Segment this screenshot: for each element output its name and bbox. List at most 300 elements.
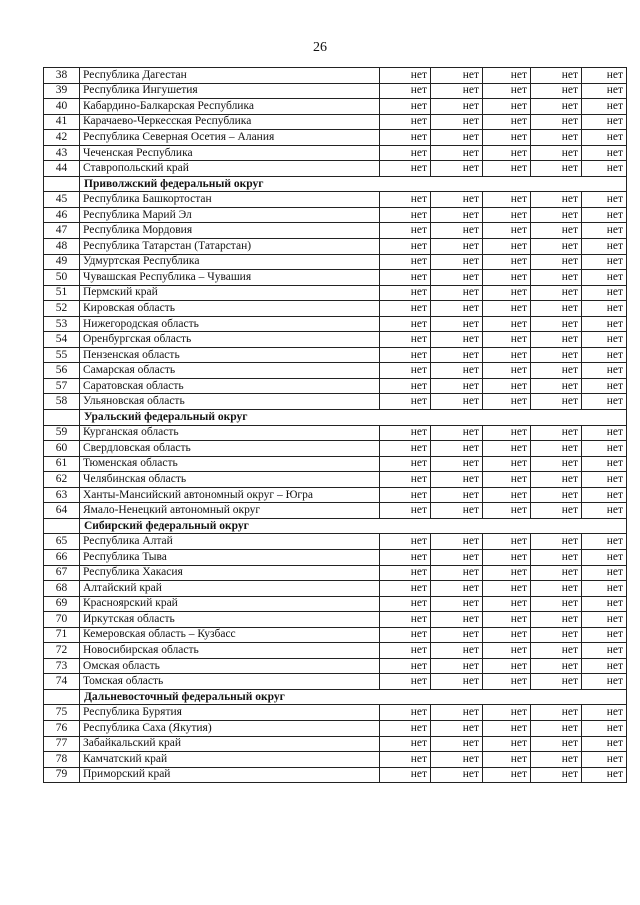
table-row bbox=[44, 720, 627, 736]
table-row bbox=[44, 612, 627, 628]
value-cell: нет bbox=[380, 68, 431, 84]
value-cell: нет bbox=[380, 565, 431, 581]
value-cell: нет bbox=[431, 441, 483, 457]
value-cell: нет bbox=[483, 441, 531, 457]
value-cell: нет bbox=[431, 316, 483, 332]
value-cell: нет bbox=[531, 83, 582, 99]
row-number: 55 bbox=[44, 347, 80, 363]
row-number: 69 bbox=[44, 596, 80, 612]
value-cell: нет bbox=[431, 456, 483, 472]
region-name: Республика Мордовия bbox=[80, 223, 380, 239]
value-cell: нет bbox=[531, 720, 582, 736]
value-cell: нет bbox=[531, 285, 582, 301]
value-cell: нет bbox=[431, 99, 483, 115]
value-cell: нет bbox=[483, 581, 531, 597]
row-number: 39 bbox=[44, 83, 80, 99]
value-cell: нет bbox=[483, 596, 531, 612]
value-cell: нет bbox=[531, 534, 582, 550]
value-cell: нет bbox=[531, 425, 582, 441]
row-number: 50 bbox=[44, 270, 80, 286]
value-cell: нет bbox=[380, 503, 431, 519]
region-name: Оренбургская область bbox=[80, 332, 380, 348]
table-row bbox=[44, 674, 627, 690]
value-cell: нет bbox=[380, 301, 431, 317]
table-row bbox=[44, 503, 627, 519]
value-cell: нет bbox=[531, 565, 582, 581]
value-cell: нет bbox=[483, 627, 531, 643]
value-cell: нет bbox=[582, 487, 627, 503]
row-number: 77 bbox=[44, 736, 80, 752]
value-cell: нет bbox=[483, 145, 531, 161]
value-cell: нет bbox=[483, 99, 531, 115]
value-cell: нет bbox=[431, 549, 483, 565]
region-name: Республика Бурятия bbox=[80, 705, 380, 721]
table-row bbox=[44, 130, 627, 146]
row-number: 79 bbox=[44, 767, 80, 783]
row-number: 76 bbox=[44, 720, 80, 736]
value-cell: нет bbox=[380, 472, 431, 488]
value-cell: нет bbox=[582, 83, 627, 99]
value-cell: нет bbox=[380, 534, 431, 550]
row-number: 56 bbox=[44, 363, 80, 379]
value-cell: нет bbox=[531, 549, 582, 565]
value-cell: нет bbox=[582, 239, 627, 255]
table-row bbox=[44, 596, 627, 612]
region-name: Тюменская область bbox=[80, 456, 380, 472]
value-cell: нет bbox=[531, 301, 582, 317]
region-name: Свердловская область bbox=[80, 441, 380, 457]
row-number: 78 bbox=[44, 752, 80, 768]
value-cell: нет bbox=[431, 394, 483, 410]
value-cell: нет bbox=[582, 441, 627, 457]
value-cell: нет bbox=[380, 487, 431, 503]
value-cell: нет bbox=[431, 472, 483, 488]
value-cell: нет bbox=[431, 347, 483, 363]
value-cell: нет bbox=[582, 612, 627, 628]
value-cell: нет bbox=[380, 145, 431, 161]
table-row bbox=[44, 627, 627, 643]
value-cell: нет bbox=[582, 565, 627, 581]
value-cell: нет bbox=[483, 549, 531, 565]
table-row bbox=[44, 472, 627, 488]
value-cell: нет bbox=[531, 503, 582, 519]
region-name: Кабардино-Балкарская Республика bbox=[80, 99, 380, 115]
value-cell: нет bbox=[380, 223, 431, 239]
row-number: 68 bbox=[44, 581, 80, 597]
value-cell: нет bbox=[483, 394, 531, 410]
table-row bbox=[44, 534, 627, 550]
value-cell: нет bbox=[431, 145, 483, 161]
value-cell: нет bbox=[483, 378, 531, 394]
region-name: Забайкальский край bbox=[80, 736, 380, 752]
value-cell: нет bbox=[483, 534, 531, 550]
row-number: 72 bbox=[44, 643, 80, 659]
value-cell: нет bbox=[380, 332, 431, 348]
district-number-cell bbox=[44, 518, 80, 534]
value-cell: нет bbox=[483, 254, 531, 270]
value-cell: нет bbox=[431, 332, 483, 348]
value-cell: нет bbox=[483, 285, 531, 301]
value-cell: нет bbox=[582, 752, 627, 768]
table-row bbox=[44, 363, 627, 379]
value-cell: нет bbox=[380, 674, 431, 690]
row-number: 54 bbox=[44, 332, 80, 348]
table-row bbox=[44, 316, 627, 332]
value-cell: нет bbox=[483, 658, 531, 674]
value-cell: нет bbox=[582, 674, 627, 690]
region-name: Республика Марий Эл bbox=[80, 207, 380, 223]
district-name: Сибирский федеральный округ bbox=[80, 518, 627, 534]
value-cell: нет bbox=[431, 643, 483, 659]
value-cell: нет bbox=[380, 456, 431, 472]
table-row bbox=[44, 254, 627, 270]
region-name: Республика Татарстан (Татарстан) bbox=[80, 239, 380, 255]
row-number: 73 bbox=[44, 658, 80, 674]
region-name: Чувашская Республика – Чувашия bbox=[80, 270, 380, 286]
value-cell: нет bbox=[531, 752, 582, 768]
value-cell: нет bbox=[380, 596, 431, 612]
value-cell: нет bbox=[582, 332, 627, 348]
row-number: 44 bbox=[44, 161, 80, 177]
value-cell: нет bbox=[531, 736, 582, 752]
value-cell: нет bbox=[582, 223, 627, 239]
value-cell: нет bbox=[483, 487, 531, 503]
value-cell: нет bbox=[531, 581, 582, 597]
value-cell: нет bbox=[431, 130, 483, 146]
row-number: 70 bbox=[44, 612, 80, 628]
value-cell: нет bbox=[531, 332, 582, 348]
value-cell: нет bbox=[380, 720, 431, 736]
value-cell: нет bbox=[483, 130, 531, 146]
value-cell: нет bbox=[483, 239, 531, 255]
value-cell: нет bbox=[483, 767, 531, 783]
table-row bbox=[44, 643, 627, 659]
value-cell: нет bbox=[531, 674, 582, 690]
value-cell: нет bbox=[531, 130, 582, 146]
value-cell: нет bbox=[431, 83, 483, 99]
table-row bbox=[44, 332, 627, 348]
value-cell: нет bbox=[531, 627, 582, 643]
value-cell: нет bbox=[483, 425, 531, 441]
value-cell: нет bbox=[431, 596, 483, 612]
value-cell: нет bbox=[531, 596, 582, 612]
value-cell: нет bbox=[431, 192, 483, 208]
table-row bbox=[44, 207, 627, 223]
region-name: Иркутская область bbox=[80, 612, 380, 628]
value-cell: нет bbox=[531, 270, 582, 286]
value-cell: нет bbox=[483, 752, 531, 768]
value-cell: нет bbox=[582, 534, 627, 550]
row-number: 65 bbox=[44, 534, 80, 550]
value-cell: нет bbox=[582, 736, 627, 752]
value-cell: нет bbox=[531, 472, 582, 488]
value-cell: нет bbox=[531, 767, 582, 783]
value-cell: нет bbox=[431, 705, 483, 721]
value-cell: нет bbox=[483, 68, 531, 84]
value-cell: нет bbox=[582, 145, 627, 161]
region-name: Чеченская Республика bbox=[80, 145, 380, 161]
value-cell: нет bbox=[380, 347, 431, 363]
value-cell: нет bbox=[531, 99, 582, 115]
value-cell: нет bbox=[431, 239, 483, 255]
value-cell: нет bbox=[380, 627, 431, 643]
region-name: Удмуртская Республика bbox=[80, 254, 380, 270]
value-cell: нет bbox=[380, 99, 431, 115]
value-cell: нет bbox=[380, 270, 431, 286]
value-cell: нет bbox=[431, 503, 483, 519]
value-cell: нет bbox=[431, 612, 483, 628]
district-header-row bbox=[44, 518, 627, 534]
value-cell: нет bbox=[431, 487, 483, 503]
value-cell: нет bbox=[531, 114, 582, 130]
table-row bbox=[44, 68, 627, 84]
value-cell: нет bbox=[582, 316, 627, 332]
value-cell: нет bbox=[483, 114, 531, 130]
value-cell: нет bbox=[483, 705, 531, 721]
value-cell: нет bbox=[380, 239, 431, 255]
row-number: 58 bbox=[44, 394, 80, 410]
district-header-row bbox=[44, 410, 627, 426]
region-name: Ульяновская область bbox=[80, 394, 380, 410]
row-number: 52 bbox=[44, 301, 80, 317]
value-cell: нет bbox=[431, 114, 483, 130]
value-cell: нет bbox=[483, 347, 531, 363]
table-row bbox=[44, 114, 627, 130]
value-cell: нет bbox=[582, 285, 627, 301]
value-cell: нет bbox=[531, 223, 582, 239]
row-number: 60 bbox=[44, 441, 80, 457]
value-cell: нет bbox=[531, 705, 582, 721]
row-number: 38 bbox=[44, 68, 80, 84]
value-cell: нет bbox=[483, 472, 531, 488]
table-row bbox=[44, 239, 627, 255]
value-cell: нет bbox=[582, 720, 627, 736]
region-name: Самарская область bbox=[80, 363, 380, 379]
value-cell: нет bbox=[582, 68, 627, 84]
value-cell: нет bbox=[431, 658, 483, 674]
table-row bbox=[44, 658, 627, 674]
table-row bbox=[44, 549, 627, 565]
value-cell: нет bbox=[380, 658, 431, 674]
value-cell: нет bbox=[431, 674, 483, 690]
value-cell: нет bbox=[431, 223, 483, 239]
regions-table bbox=[43, 67, 627, 783]
region-name: Нижегородская область bbox=[80, 316, 380, 332]
table-body bbox=[44, 68, 627, 783]
row-number: 53 bbox=[44, 316, 80, 332]
region-name: Республика Саха (Якутия) bbox=[80, 720, 380, 736]
value-cell: нет bbox=[531, 239, 582, 255]
value-cell: нет bbox=[531, 394, 582, 410]
value-cell: нет bbox=[582, 378, 627, 394]
value-cell: нет bbox=[582, 549, 627, 565]
row-number: 46 bbox=[44, 207, 80, 223]
row-number: 66 bbox=[44, 549, 80, 565]
value-cell: нет bbox=[582, 207, 627, 223]
value-cell: нет bbox=[380, 643, 431, 659]
region-name: Пензенская область bbox=[80, 347, 380, 363]
value-cell: нет bbox=[483, 161, 531, 177]
row-number: 42 bbox=[44, 130, 80, 146]
value-cell: нет bbox=[582, 627, 627, 643]
table-row bbox=[44, 425, 627, 441]
value-cell: нет bbox=[431, 581, 483, 597]
value-cell: нет bbox=[380, 254, 431, 270]
value-cell: нет bbox=[531, 161, 582, 177]
table-row bbox=[44, 487, 627, 503]
value-cell: нет bbox=[582, 130, 627, 146]
value-cell: нет bbox=[582, 425, 627, 441]
value-cell: нет bbox=[431, 378, 483, 394]
table-row bbox=[44, 705, 627, 721]
value-cell: нет bbox=[380, 83, 431, 99]
value-cell: нет bbox=[582, 596, 627, 612]
value-cell: нет bbox=[431, 254, 483, 270]
value-cell: нет bbox=[582, 161, 627, 177]
region-name: Красноярский край bbox=[80, 596, 380, 612]
value-cell: нет bbox=[483, 270, 531, 286]
value-cell: нет bbox=[380, 425, 431, 441]
page-number: 26 bbox=[313, 40, 327, 55]
row-number: 75 bbox=[44, 705, 80, 721]
value-cell: нет bbox=[483, 612, 531, 628]
table-row bbox=[44, 378, 627, 394]
region-name: Томская область bbox=[80, 674, 380, 690]
value-cell: нет bbox=[483, 332, 531, 348]
table-row bbox=[44, 767, 627, 783]
table-row bbox=[44, 456, 627, 472]
district-number-cell bbox=[44, 410, 80, 426]
value-cell: нет bbox=[582, 192, 627, 208]
value-cell: нет bbox=[483, 192, 531, 208]
table-row bbox=[44, 441, 627, 457]
table-row bbox=[44, 145, 627, 161]
value-cell: нет bbox=[431, 767, 483, 783]
value-cell: нет bbox=[531, 254, 582, 270]
value-cell: нет bbox=[582, 394, 627, 410]
row-number: 51 bbox=[44, 285, 80, 301]
value-cell: нет bbox=[431, 285, 483, 301]
region-name: Кировская область bbox=[80, 301, 380, 317]
table-row bbox=[44, 565, 627, 581]
value-cell: нет bbox=[483, 301, 531, 317]
region-name: Приморский край bbox=[80, 767, 380, 783]
value-cell: нет bbox=[582, 99, 627, 115]
district-name: Дальневосточный федеральный округ bbox=[80, 689, 627, 705]
value-cell: нет bbox=[380, 130, 431, 146]
value-cell: нет bbox=[531, 612, 582, 628]
district-number-cell bbox=[44, 176, 80, 192]
value-cell: нет bbox=[483, 456, 531, 472]
value-cell: нет bbox=[483, 736, 531, 752]
value-cell: нет bbox=[483, 720, 531, 736]
value-cell: нет bbox=[380, 378, 431, 394]
value-cell: нет bbox=[582, 363, 627, 379]
value-cell: нет bbox=[582, 503, 627, 519]
value-cell: нет bbox=[531, 658, 582, 674]
row-number: 64 bbox=[44, 503, 80, 519]
value-cell: нет bbox=[431, 720, 483, 736]
district-header-row bbox=[44, 176, 627, 192]
region-name: Карачаево-Черкесская Республика bbox=[80, 114, 380, 130]
region-name: Республика Алтай bbox=[80, 534, 380, 550]
value-cell: нет bbox=[531, 347, 582, 363]
value-cell: нет bbox=[483, 643, 531, 659]
value-cell: нет bbox=[431, 161, 483, 177]
value-cell: нет bbox=[483, 674, 531, 690]
value-cell: нет bbox=[582, 114, 627, 130]
region-name: Камчатский край bbox=[80, 752, 380, 768]
value-cell: нет bbox=[431, 301, 483, 317]
value-cell: нет bbox=[431, 207, 483, 223]
table-row bbox=[44, 285, 627, 301]
value-cell: нет bbox=[483, 207, 531, 223]
value-cell: нет bbox=[380, 581, 431, 597]
value-cell: нет bbox=[380, 363, 431, 379]
region-name: Кемеровская область – Кузбасс bbox=[80, 627, 380, 643]
value-cell: нет bbox=[380, 612, 431, 628]
value-cell: нет bbox=[431, 752, 483, 768]
value-cell: нет bbox=[582, 658, 627, 674]
region-name: Ханты-Мансийский автономный округ – Югра bbox=[80, 487, 380, 503]
region-name: Курганская область bbox=[80, 425, 380, 441]
value-cell: нет bbox=[431, 627, 483, 643]
value-cell: нет bbox=[531, 643, 582, 659]
district-number-cell bbox=[44, 689, 80, 705]
value-cell: нет bbox=[380, 767, 431, 783]
value-cell: нет bbox=[483, 223, 531, 239]
region-name: Республика Башкортостан bbox=[80, 192, 380, 208]
region-name: Ямало-Ненецкий автономный округ bbox=[80, 503, 380, 519]
row-number: 49 bbox=[44, 254, 80, 270]
region-name: Пермский край bbox=[80, 285, 380, 301]
table-row bbox=[44, 581, 627, 597]
value-cell: нет bbox=[531, 487, 582, 503]
row-number: 45 bbox=[44, 192, 80, 208]
region-name: Республика Северная Осетия – Алания bbox=[80, 130, 380, 146]
value-cell: нет bbox=[380, 752, 431, 768]
value-cell: нет bbox=[531, 207, 582, 223]
value-cell: нет bbox=[431, 270, 483, 286]
value-cell: нет bbox=[431, 425, 483, 441]
region-name: Республика Ингушетия bbox=[80, 83, 380, 99]
table-row bbox=[44, 347, 627, 363]
row-number: 43 bbox=[44, 145, 80, 161]
value-cell: нет bbox=[380, 161, 431, 177]
row-number: 63 bbox=[44, 487, 80, 503]
row-number: 47 bbox=[44, 223, 80, 239]
row-number: 48 bbox=[44, 239, 80, 255]
value-cell: нет bbox=[582, 301, 627, 317]
value-cell: нет bbox=[531, 192, 582, 208]
value-cell: нет bbox=[380, 285, 431, 301]
value-cell: нет bbox=[531, 441, 582, 457]
value-cell: нет bbox=[582, 472, 627, 488]
table-row bbox=[44, 83, 627, 99]
value-cell: нет bbox=[531, 316, 582, 332]
value-cell: нет bbox=[380, 316, 431, 332]
value-cell: нет bbox=[380, 736, 431, 752]
value-cell: нет bbox=[582, 254, 627, 270]
value-cell: нет bbox=[582, 347, 627, 363]
row-number: 61 bbox=[44, 456, 80, 472]
row-number: 59 bbox=[44, 425, 80, 441]
row-number: 74 bbox=[44, 674, 80, 690]
value-cell: нет bbox=[483, 363, 531, 379]
value-cell: нет bbox=[483, 83, 531, 99]
table-row bbox=[44, 301, 627, 317]
region-name: Новосибирская область bbox=[80, 643, 380, 659]
